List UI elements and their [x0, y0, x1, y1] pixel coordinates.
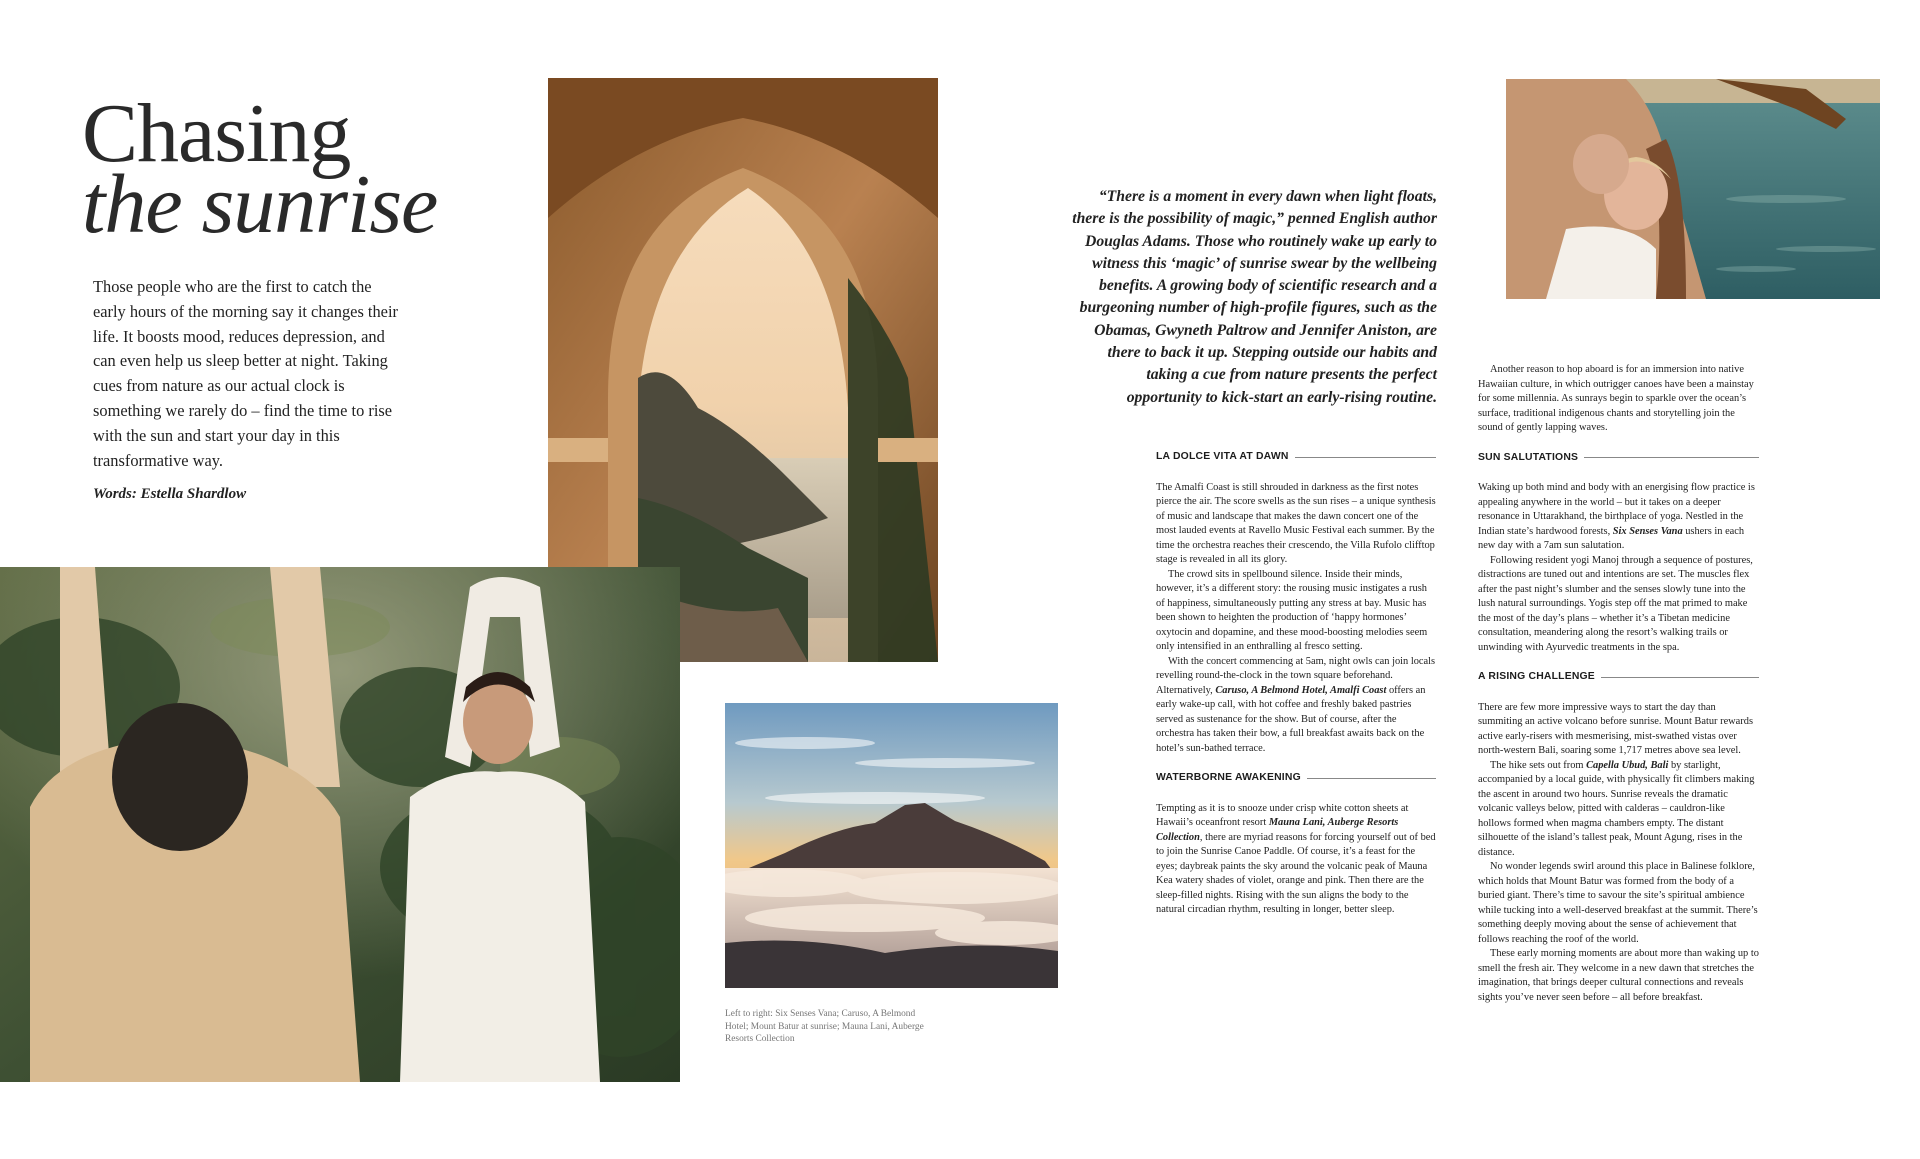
section-heading-sun-salutations: SUN SALUTATIONS [1478, 451, 1759, 466]
paragraph: There are few more impressive ways to start the day than summiting an active volcano before sunrise. Mount Batur rewards active early-risers with mesmerising, mist-swathed vistas over north-western Bali, soaring some 1,717 metres above sea level. [1478, 701, 1753, 756]
paragraph: With the concert commencing at 5am, night owls can join locals revelling round-the-clock in the town square beforehand. Alternatively, Caruso, A Belmond Hotel, Amalfi Coast offers an early wake-up call, with hot coffee and freshly baked pastries served as sustenance for the show. But of course, after the orchestra has taken their bow, a full breakfast awaits back on the hotel’s sun-bathed terrace. [1156, 655, 1436, 754]
paragraph: Another reason to hop aboard is for an immersion into native Hawaiian culture, in which outrigger canoes have been a mainstay for some millennia. As sunrays begin to sparkle over the ocean’s surface, traditional indigenous chants and storytelling join the sound of gently lapping waves. [1478, 364, 1754, 433]
paragraph: The crowd sits in spellbound silence. Inside their minds, however, it’s a different story: the rousing music instigates a rush of happiness, simultaneously putting any stress at bay. Music has been shown to heighten the production of ‘happy hormones’ oxytocin and dopamine, and these mood-boosting melodies seem only intensified in an enthralling al fresco setting. [1156, 568, 1428, 652]
hotel-name: Mauna Lani, Auberge Resorts Collection [1156, 817, 1399, 843]
paragraph: These early morning moments are about more than waking up to smell the fresh air. They welcome in a new dawn that stretches the imagination, that brings deeper cultural connections and reveals sights you’ve never seen before – all before breakfast. [1478, 948, 1759, 1003]
photo-caption: Left to right: Six Senses Vana; Caruso, A Belmond Hotel; Mount Batur at sunrise; Mauna Lani, Auberge Resorts Collection [725, 1009, 924, 1045]
mount-batur-photo [725, 703, 1058, 988]
hotel-name: Six Senses Vana [1612, 525, 1683, 537]
paragraph: Following resident yogi Manoj through a sequence of postures, distractions are tuned out and intentions are set. The muscles flex after the past night’s slumber and the senses slowly tune into the lush natural surroundings. Yogis step off the mat primed to make the most of the day’s plans – whether it’s a Tibetan medicine consultation, meandering along the resort’s walking trails or unwinding with Ayurvedic treatments in the spa. [1478, 554, 1753, 653]
article-column-middle [1156, 450, 1436, 918]
paragraph: The Amalfi Coast is still shrouded in darkness as the first notes pierce the air. The score swells as the sun rises – a unique synthesis of music and landscape that makes the dawn concert one of the most lauded events at Ravello Music Festival each summer. By the time the orchestra reaches their crescendo, the Villa Rufolo clifftop stage is revealed in all its glory. [1156, 481, 1436, 565]
intro-paragraph: Those people who are the first to catch the early hours of the morning say it changes their life. It boosts mood, reduces depression, and can even help us sleep better at night. Taking cues from nature as our actual clock is something we rarely do – find the time to rise with the sun and start your day in this transformative way. [93, 277, 398, 470]
title-line-1: Chasing [82, 87, 351, 180]
title-line-2: the sunrise [82, 158, 438, 251]
byline: Words: Estella Shardlow [93, 486, 247, 502]
article-column-right [1478, 363, 1759, 1005]
hotel-name: Caruso, A Belmond Hotel, Amalfi Coast [1215, 684, 1387, 696]
section-heading-waterborne: WATERBORNE AWAKENING [1156, 771, 1436, 786]
paragraph: Tempting as it is to snooze under crisp white cotton sheets at Hawaii’s oceanfront resort Mauna Lani, Auberge Resorts Collection, there are myriad reasons for forcing yourself out of bed to join the Sunrise Canoe Paddle. Of course, it’s a feast for the eyes; daybreak paints the sky around the volcanic peak of Mauna Kea watery shades of violet, orange and pink. Then there are the sleep-filled nights. Rising with the sun aligns the body to the natural circadian rhythm, resulting in longer, better sleep. [1156, 802, 1436, 915]
canoe-photo [1506, 79, 1880, 299]
yoga-photo [0, 567, 680, 1082]
section-heading-dolce-vita: LA DOLCE VITA AT DAWN [1156, 450, 1436, 465]
section-heading-rising-challenge: A RISING CHALLENGE [1478, 670, 1759, 685]
paragraph: Waking up both mind and body with an energising flow practice is appealing anywhere in the world – but it takes on a deeper resonance in Uttarakhand, the birthplace of yoga. Nestled in the Indian state’s hardwood forests, Six Senses Vana ushers in each new day with a 7am sun salutation. [1478, 482, 1755, 551]
paragraph: The hike sets out from Capella Ubud, Bali by starlight, accompanied by a local guide, with physically fit climbers making the ascent in around two hours. Sunrise reveals the dramatic volcanic valleys below, pitted with calderas – cauldron-like hollows formed when magma chambers empty. The distant silhouette of the island’s tallest peak, Mount Agung, rises in the distance. [1478, 759, 1755, 858]
paragraph: No wonder legends swirl around this place in Balinese folklore, which holds that Mount Batur was formed from the body of a buried giant. There’s time to savour the site’s spiritual ambience while tucking into a well-deserved breakfast at the summit. There’s something deeply moving about the sense of achievement that follows reaching the roof of the world. [1478, 861, 1758, 945]
pull-quote: “There is a moment in every dawn when light floats, there is the possibility of magic,” penned English author Douglas Adams. Those who routinely wake up early to witness this ‘magic’ of sunrise swear by the wellbeing benefits. A growing body of scientific research and a burgeoning number of high-profile figures, such as the Obamas, Gwyneth Paltrow and Jennifer Aniston, are there to back it up. Stepping outside our habits and taking a cue from nature presents the perfect opportunity to kick-start an early-rising routine. [1072, 188, 1437, 406]
hotel-name: Capella Ubud, Bali [1586, 759, 1669, 771]
